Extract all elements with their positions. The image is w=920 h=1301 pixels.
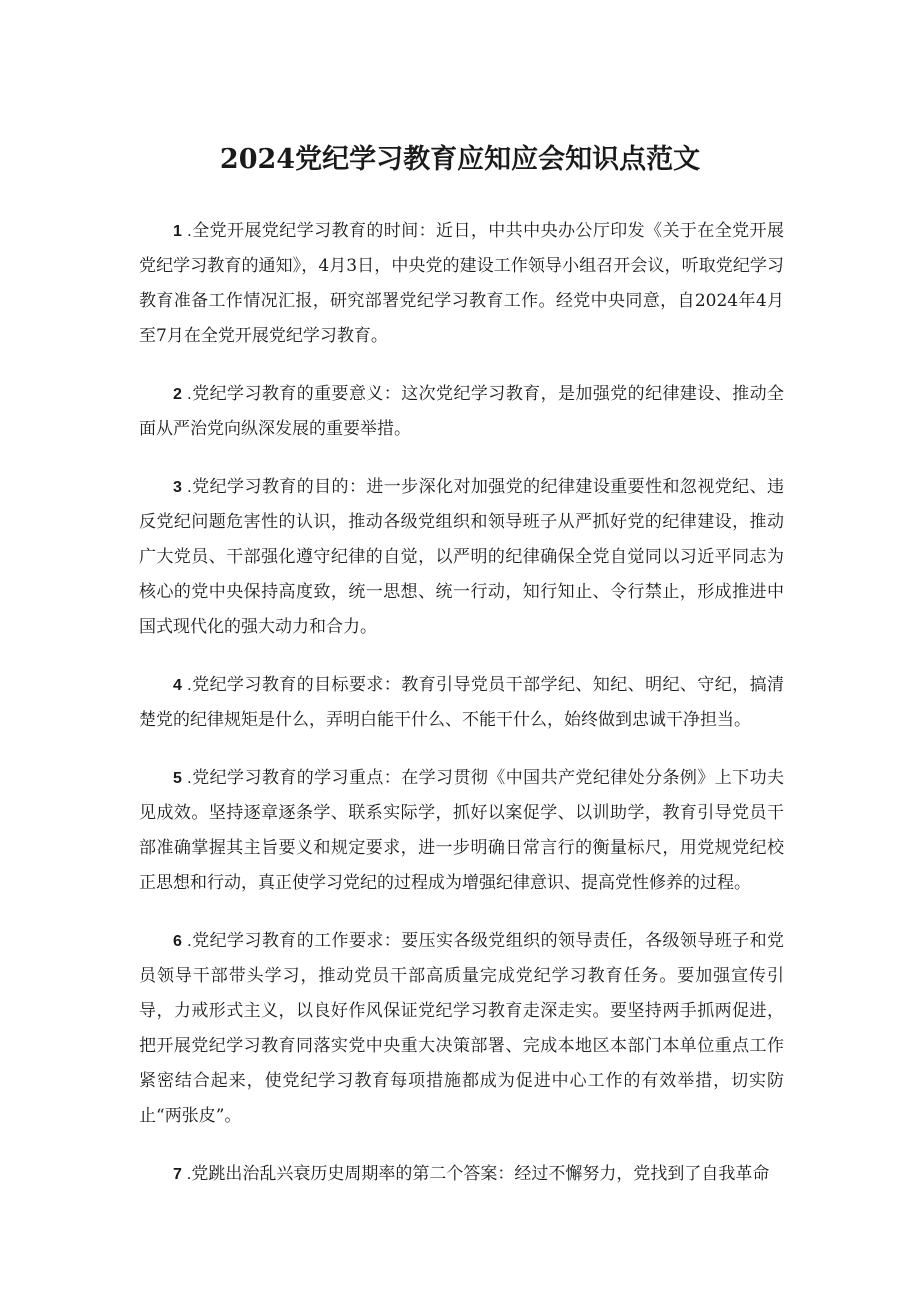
paragraph-text: 党纪学习教育的重要意义：这次党纪学习教育，是加强党的纪律建设、推动全面从严治党向纵深发展的重要举措。: [139, 384, 785, 439]
paragraph-separator: .: [181, 384, 192, 403]
page-title: 2024党纪学习教育应知应会知识点范文: [219, 144, 701, 175]
paragraph-text: 党纪学习教育的工作要求：要压实各级党组织的领导责任，各级领导班子和党员领导干部带头学习，推动党员干部高质量完成党纪学习教育任务。要加强宣传引导，力戒形式主义，以良好作风保证党纪学习教育走深走实。要坚持两手抓两促进，把开展党纪学习教育同落实党中央重大决策部署、完成本地区本部门本单位重点工作紧密结合起来，使党纪学习教育每项措施都成为促进中心工作的有效举措，切实防止“两张皮”。: [139, 931, 785, 1126]
paragraph-number: 1: [173, 223, 182, 240]
paragraph-text: 党纪学习教育的学习重点：在学习贯彻《中国共产党纪律处分条例》上下功夫见成效。坚持逐章逐条学、联系实际学，抓好以案促学、以训助学，教育引导党员干部准确掌握其主旨要义和规定要求，进一步明确日常言行的衡量标尺，用党规党纪校正思想和行动，真正使学习党纪的过程成为增强纪律意识、提高党性修养的过程。: [139, 768, 785, 893]
paragraph-number: 2: [173, 386, 182, 403]
paragraph-separator: .: [181, 768, 192, 787]
paragraph-text: 党纪学习教育的目标要求：教育引导党员干部学纪、知纪、明纪、守纪，搞清楚党的纪律规矩是什么，弄明白能干什么、不能干什么，始终做到忠诚干净担当。: [139, 675, 785, 730]
paragraph-number: 5: [173, 770, 182, 787]
paragraph-number: 6: [173, 933, 182, 950]
paragraph-number: 7: [173, 1166, 182, 1183]
paragraph-separator: .: [181, 477, 192, 496]
paragraph-separator: .: [181, 221, 192, 240]
paragraph-2: [139, 376, 784, 447]
paragraph-4: [139, 667, 784, 738]
paragraph-number: 4: [173, 677, 182, 694]
paragraph-separator: .: [181, 931, 192, 950]
paragraph-number: 3: [173, 479, 182, 496]
paragraph-text: 党纪学习教育的目的：进一步深化对加强党的纪律建设重要性和忽视党纪、违反党纪问题危害性的认识，推动各级党组织和领导班子从严抓好党的纪律建设，推动广大党员、干部强化遵守纪律的自觉，以严明的纪律确保全党自觉同以习近平同志为核心的党中央保持高度致，统一思想、统一行动，知行知止、令行禁止，形成推进中国式现代化的强大动力和合力。: [139, 477, 785, 637]
paragraph-text: 党跳出治乱兴衰历史周期率的第二个答案：经过不懈努力，党找到了自我革命: [191, 1164, 770, 1184]
paragraph-6: [139, 923, 784, 1134]
paragraph-3: [139, 469, 784, 645]
document-body: [139, 213, 784, 1214]
paragraph-separator: .: [181, 675, 192, 694]
paragraph-7: [139, 1156, 784, 1192]
paragraph-1: [139, 213, 784, 354]
paragraph-5: [139, 760, 784, 901]
paragraph-text: 全党开展党纪学习教育的时间：近日，中共中央办公厅印发《关于在全党开展党纪学习教育的通知》，4月3日，中央党的建设工作领导小组召开会议，听取党纪学习教育准备工作情况汇报，研究部署党纪学习教育工作。经党中央同意，自2024年4月至7月在全党开展党纪学习教育。: [139, 221, 785, 346]
paragraph-separator: .: [181, 1164, 192, 1183]
